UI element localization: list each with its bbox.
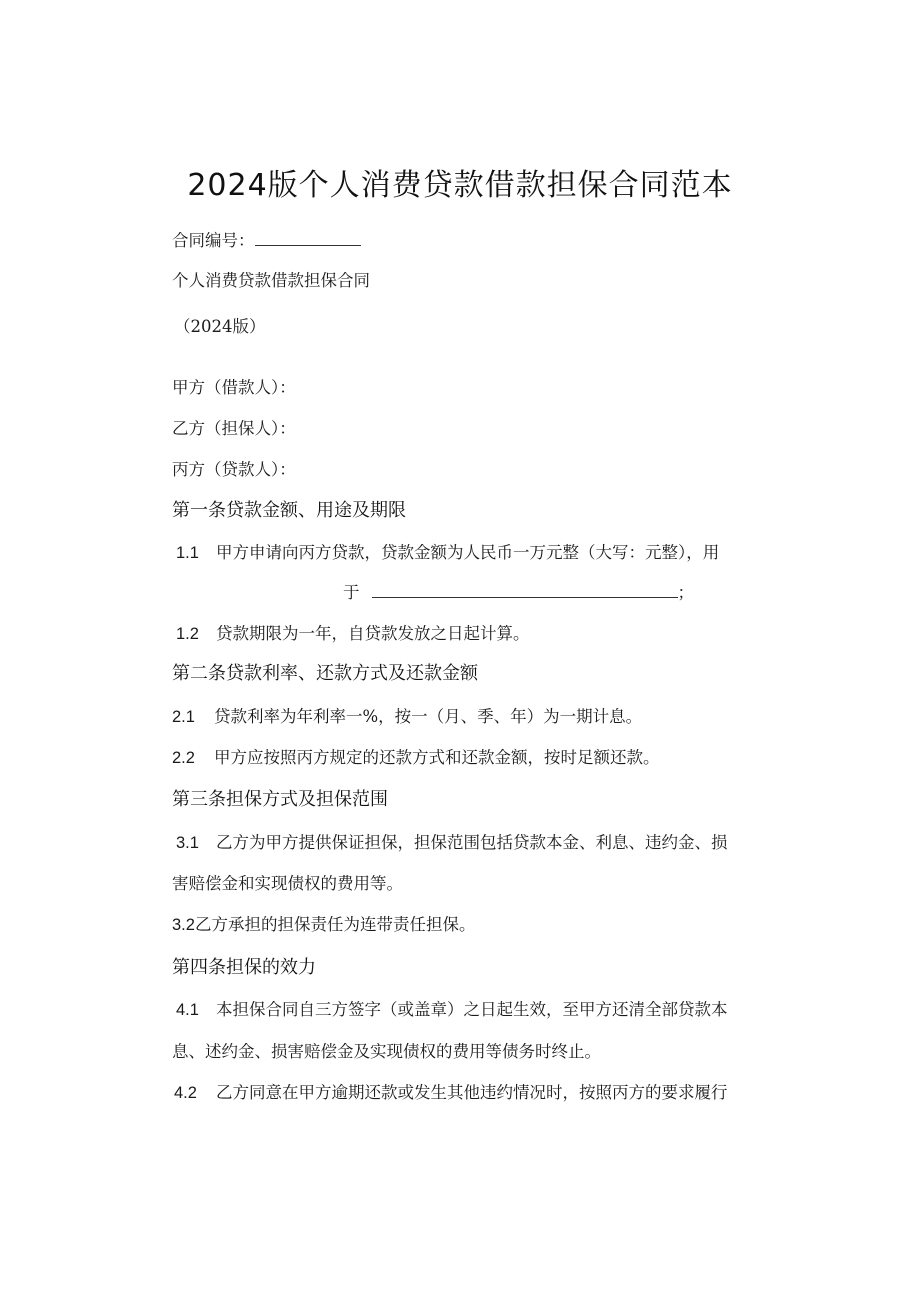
clause-number: 4.1 bbox=[176, 1001, 199, 1019]
clause-number: 2.1 bbox=[172, 708, 195, 726]
contract-number-line bbox=[172, 229, 361, 253]
clause-3-2 bbox=[172, 913, 475, 937]
clause-3-1 bbox=[176, 831, 728, 855]
clause-text: 乙方承担的担保责任为连带责任担保。 bbox=[194, 915, 476, 934]
clause-number: 3.1 bbox=[176, 834, 199, 852]
clause-2-2 bbox=[172, 746, 660, 770]
clause-1-2 bbox=[176, 622, 530, 646]
clause-text: 本担保合同自三方签字（或盖章）之日起生效，至甲方还清全部贷款本 bbox=[216, 1000, 728, 1019]
clause-text: 乙方同意在甲方逾期还款或发生其他违约情况时，按照丙方的要求履行 bbox=[216, 1083, 728, 1102]
party-b-label: 乙方（担保人）： bbox=[172, 419, 296, 438]
clause-cont-prefix: 于 bbox=[343, 583, 360, 602]
clause-number: 3.2 bbox=[172, 916, 195, 934]
edition-label: （2024版） bbox=[174, 317, 266, 336]
clause-text: 甲方应按照丙方规定的还款方式和还款金额，按时足额还款。 bbox=[214, 748, 660, 767]
clause-3-1-continuation: 害赔偿金和实现债权的费用等。 bbox=[172, 874, 403, 893]
clause-number: 4.2 bbox=[174, 1084, 197, 1102]
clause-1-1-continuation bbox=[343, 581, 694, 605]
clause-4-1-continuation: 息、述约金、损害赔偿金及实现债权的费用等债务时终止。 bbox=[172, 1042, 601, 1061]
clause-4-1 bbox=[176, 998, 728, 1022]
purpose-blank bbox=[372, 581, 678, 598]
section-heading: 第二条贷款利率、还款方式及还款金额 bbox=[172, 663, 478, 684]
party-c-label: 丙方（贷款人）： bbox=[172, 460, 296, 479]
contract-number-label: 合同编号： bbox=[172, 231, 255, 250]
section-heading: 第四条担保的效力 bbox=[172, 957, 316, 978]
clause-2-1 bbox=[172, 705, 642, 729]
clause-1-1 bbox=[176, 541, 719, 565]
document-title: 2024版个人消费贷款借款担保合同范本 bbox=[187, 168, 733, 203]
clause-number: 1.2 bbox=[176, 625, 199, 643]
clause-text: 甲方申请向丙方贷款，贷款金额为人民币一万元整（大写：元整），用 bbox=[216, 543, 720, 562]
clause-cont-suffix: ； bbox=[677, 583, 694, 602]
clause-number: 1.1 bbox=[176, 544, 199, 562]
contract-name: 个人消费贷款借款担保合同 bbox=[172, 271, 370, 290]
clause-text: 乙方为甲方提供保证担保，担保范围包括贷款本金、利息、违约金、损 bbox=[216, 833, 728, 852]
clause-text: 贷款期限为一年，自贷款发放之日起计算。 bbox=[216, 624, 530, 643]
party-a-label: 甲方（借款人）： bbox=[172, 378, 296, 397]
section-heading: 第三条担保方式及担保范围 bbox=[172, 789, 388, 810]
clause-4-2 bbox=[174, 1081, 728, 1105]
section-heading: 第一条贷款金额、用途及期限 bbox=[172, 500, 406, 521]
clause-number: 2.2 bbox=[172, 749, 195, 767]
contract-number-blank bbox=[255, 229, 361, 246]
clause-text: 贷款利率为年利率一%，按一（月、季、年）为一期计息。 bbox=[214, 707, 643, 726]
